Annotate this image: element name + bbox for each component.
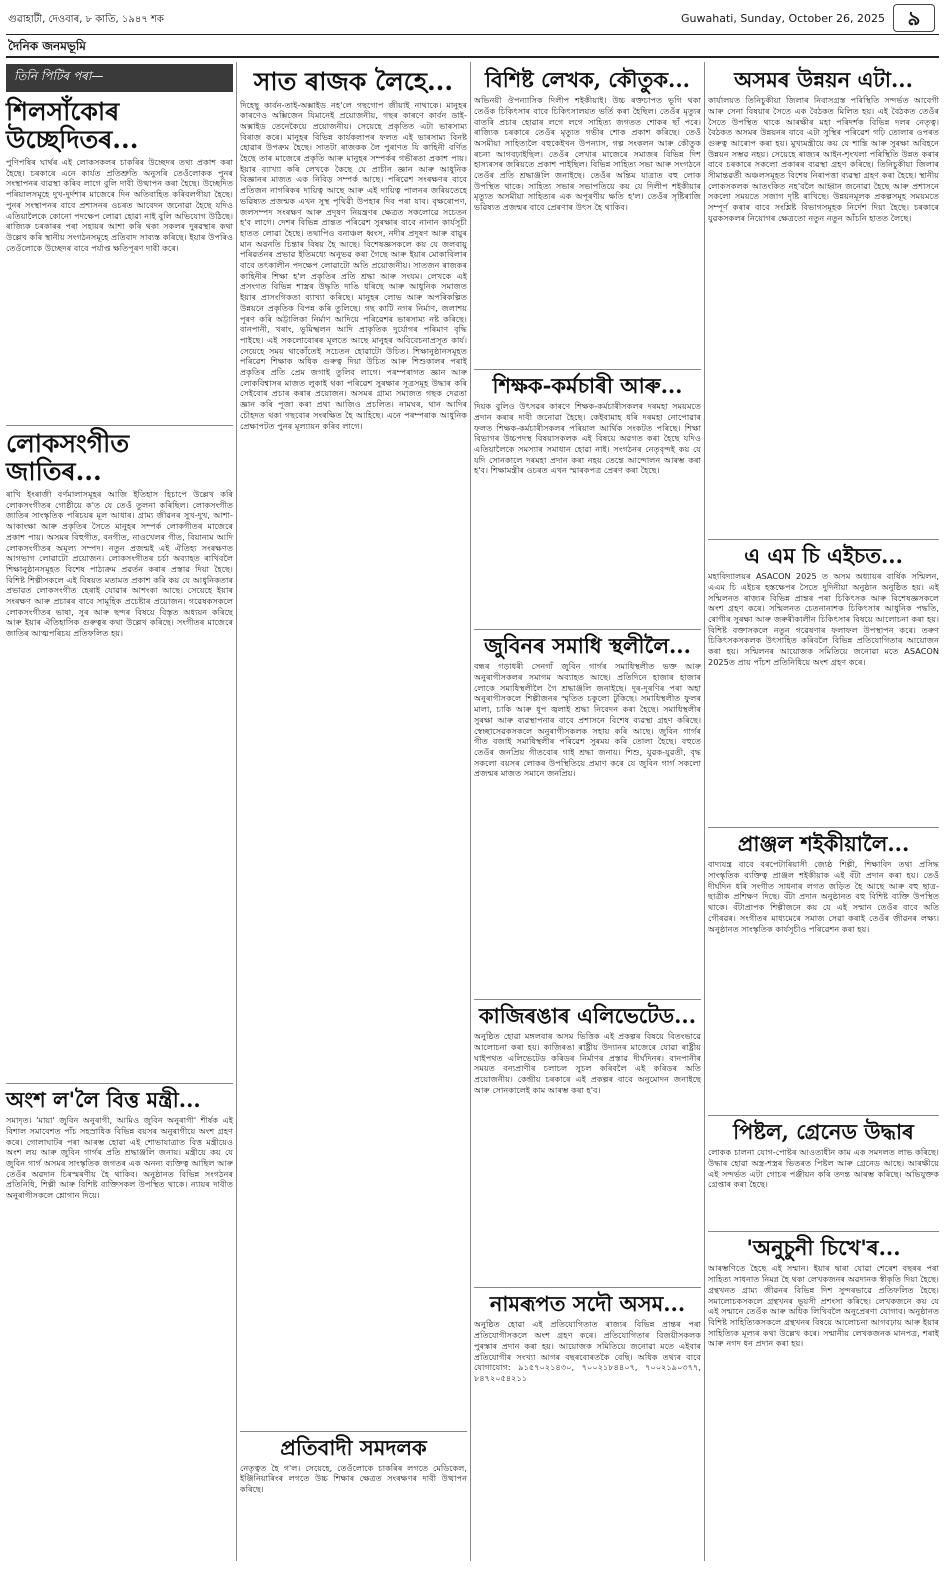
headline-pistol: পিষ্টল, গ্ৰেনেড উদ্ধাৰ <box>733 1119 914 1145</box>
column-4 <box>708 60 939 1563</box>
article-body: আৰম্ভণিতে হৈছে এই সম্মান। ইয়াৰ দ্বাৰা যোৱা শেৰেশ বছৰৰ পৰা সাহিত্য সাধনাত নিমগ্ন হৈ থকা লেখকজনৰ অৱদানক স্বীকৃতি দিয়া হৈছে। গ্ৰন্থখনত গ্ৰাম্য জীৱনৰ বিভিন্ন দিশ সুন্দৰভাৱে প্ৰতিফলিত হৈছে। সমালোচকসকলে গ্ৰন্থখনৰ ভূয়সী প্ৰশংসা কৰিছে। লেখকজনে কয় যে এই সন্মানে তেওঁক আৰু অধিক লিখিবলৈ অনুপ্ৰেৰণা যোগাব। অনুষ্ঠানত বিশিষ্ট সাহিত্যিকসকলে গ্ৰন্থখনৰ বিষয়ে আলোচনা আগবঢ়ায় আৰু ইয়াৰ সাহিত্যিক মূল্যৰ কথা উল্লেখ কৰে। সন্মানীয় লেখকজনক মানপত্ৰ, শৰাই আৰু নগদ ধন প্ৰদান কৰা হয়। <box>708 1263 939 1349</box>
date-assamese: গুৱাহাটী, দেওবাৰ, ৮ কাতি, ১৯৪৭ শক <box>8 14 164 25</box>
masthead-rule <box>6 56 939 58</box>
article-body: লোকক চালনা যোগ-পোষ্টৰ আওতাধীন কাম এক সমদলত লাভ কৰিছে। উদ্ধাৰ হোৱা অস্ত্ৰ-শস্ত্ৰৰ ভিতৰত পিষ্টল আৰু গ্ৰেনেড আছে। আৰক্ষীয়ে এই সন্দৰ্ভত এটা গোচৰ পঞ্জীয়ন কৰি তদন্ত আৰম্ভ কৰিছে। অভিযুক্তক গ্ৰেপ্তাৰ কৰা হৈছে। <box>708 1147 939 1190</box>
article-divider <box>474 629 701 630</box>
headline-kaziranga: কাজিৰঙাৰ এলিভেটেড... <box>478 1003 696 1029</box>
column-divider <box>470 62 471 1561</box>
date-english: Guwahati, Sunday, October 26, 2025 <box>681 12 885 25</box>
headline-shikhok: শিক্ষক-কৰ্মচাৰী আৰু... <box>492 373 683 399</box>
column-divider <box>236 62 237 1561</box>
headline-loksangeet: লোকসংগীত জাতিৰ... <box>6 429 130 486</box>
column-1 <box>6 60 233 1563</box>
article-body: সমাদৃত। 'মায়া' জুবিন অনুৰাগী, আমিও জুবিন অনুৰাগী' শীৰ্ষক এই বিশাল সমাবেশত পাঁচ সহস্ৰাধিক বিভিন্ন বয়সৰ অনুৰাগীয়ে অংশ গ্ৰহণ কৰে। গোলাঘাটৰ পৰা আৰম্ভ হোৱা এই শোভাযাত্ৰাত বিত্ত মন্ত্ৰীয়েও অংশ লয় আৰু জুবিন গাৰ্গৰ প্ৰতি শ্ৰদ্ধাঞ্জলি জনায়। মন্ত্ৰীয়ে কয় যে জুবিন গাৰ্গ অসমৰ সাংস্কৃতিক জগতৰ এক অনন্য ব্যক্তিত্ব আছিল আৰু তেওঁৰ অৱদান চিৰস্মৰণীয় হৈ থাকিব। অনুষ্ঠানত বিভিন্ন সংগঠনৰ প্ৰতিনিধি, শিল্পী আৰু বিশিষ্ট ব্যক্তিসকল উপস্থিত থাকে। ন্যায়ৰ দাবীত অনুৰাগীসকলে শ্লোগান দিয়ে। <box>6 1115 233 1201</box>
article-divider <box>708 1115 939 1116</box>
article-divider <box>474 999 701 1000</box>
article-divider <box>240 1431 467 1432</box>
headline-protibadi: প্ৰতিবাদী সমদলক <box>280 1434 427 1460</box>
article-body: অভিনয়ী ঔপন্যাসিক দিলীপ শইকীয়াই। উচ্চ ৰক্তচাপত ভূগি থকা তেওঁক চিকিৎসাৰ বাবে চিকিৎসালয়ত ভৰ্তি কৰা হৈছিল। তেওঁৰ মৃত্যুৰ বাতৰি প্ৰচাৰ হোৱাৰ লগে লগে সাহিত্য জগতত শোকৰ ছাঁ পৰে। ৰাজ্যিক চৰকাৰে তেওঁৰ মৃত্যুত গভীৰ শোক প্ৰকাশ কৰিছে। তেওঁ অসমীয়া সাহিত্যলৈ বহুকেইখন উপন্যাস, গল্প সংকলন আৰু কৌতুক ৰচনা আগবঢ়াইছিল। তেওঁৰ লেখাৰ মাজেৰে সমাজৰ বিভিন্ন দিশ হাস্যৰসৰ জৰিয়তে প্ৰকাশ পাইছিল। বিভিন্ন সাহিত্য সভা আৰু সংগঠনে তেওঁৰ প্ৰতি শ্ৰদ্ধাঞ্জলি জনাইছে। তেওঁৰ অন্তিম যাত্ৰাত বহু লোক উপস্থিত থাকে। সাহিত্য সভাৰ সভাপতিয়ে কয় যে দিলীপ শইকীয়াৰ মৃত্যুত অসমীয়া সাহিত্যৰ এক অপূৰণীয় ক্ষতি হ'ল। তেওঁৰ সৃষ্টিৰাজি ভৱিষ্যত প্ৰজন্মৰ বাবে প্ৰেৰণাৰ উৎস হৈ থাকিব। <box>474 95 701 213</box>
headline-namrup: নামৰূপত সদৌ অসম... <box>489 1291 686 1317</box>
headline-saat-rajok: সাত ৰাজক লৈহে... <box>253 67 454 96</box>
article-divider <box>6 1083 233 1084</box>
article-body: অনুষ্ঠিত হোৱা এই প্ৰতিযোগিতাত ৰাজ্যৰ বিভিন্ন প্ৰান্তৰ পৰা প্ৰতিযোগীসকলে অংশ গ্ৰহণ কৰে। প্ৰতিযোগিতাৰ বিজয়ীসকলক পুৰস্কাৰ প্ৰদান কৰা হয়। আয়োজক সমিতিয়ে জনোৱা মতে এইবাৰ প্ৰতিযোগীৰ সংখ্যা আগৰ বছৰবোৰতকৈ বেছি। অধিক তথ্যৰ বাবে যোগাযোগ: ৯১৫৭০২১৪৩০, ৭০০২১৮৪৪০৭, ৭০০২১৯০৩৭৭, ৮৪৭২০৫৪২১১ <box>474 1319 701 1383</box>
article-divider <box>6 425 233 426</box>
page-number: ৯ <box>893 4 935 32</box>
article-body: দিহেছু কাৰ্বন-তাই-অক্সাইড নহ'লে গছগোপ জীয়াই নাথাকে। মানুহৰ কাৰণেও অক্সিজেন যিমানেই প্ৰয়োজনীয়, গছৰ কাৰণে কাৰ্বন ডাই-অক্সাইড তেনেকৈয়ে প্ৰয়োজনীয়। সেয়েহে প্ৰকৃতিত এটা ভাৰসাম্য বিৰাজ কৰে। মানুহৰ বিভিন্ন কাৰ্যকলাপৰ ফলত এই ভাৰসাম্য বিনষ্ট হোৱাৰ উপক্ৰম হৈছে। সাতটা ৰাজকক লৈ পুৰাণত যি কাহিনী বৰ্ণিত হৈছে তাৰ মাজেৰে প্ৰকৃতি আৰু মানুহৰ সম্পৰ্কৰ গভীৰতা প্ৰকাশ পায়। ইয়াৰ ব্যাখ্যা কৰি লেখকে কৈছে যে প্ৰাচীন জ্ঞান আৰু আধুনিক বিজ্ঞানৰ মাজত এক নিবিড় সম্পৰ্ক আছে। পৰিৱেশ সংৰক্ষণৰ বাবে প্ৰতিজন নাগৰিকৰ দায়িত্ব আছে আৰু এই দায়িত্ব পালনৰ জৰিয়তেহে ভৱিষ্যত প্ৰজন্মক এখন সুস্থ পৃথিৱী উপহাৰ দিব পৰা যাব। বৃক্ষৰোপণ, জলসম্পদ সংৰক্ষণ আৰু প্ৰদূষণ নিয়ন্ত্ৰণৰ ক্ষেত্ৰত সকলোৱে সচেতন হ'ব লাগে। দেশৰ বিভিন্ন প্ৰান্তত পৰিৱেশ সুৰক্ষাৰ বাবে নানান কাৰ্যসূচী হাতত লোৱা হৈছে। তথাপিও বনাঞ্চল ধ্বংস, নদীৰ প্ৰদূষণ আৰু বায়ুৰ মান অৱনতি চিন্তাৰ বিষয় হৈ আছে। বিশেষজ্ঞসকলে কয় যে জলবায়ু পৰিৱৰ্তনৰ প্ৰভাৱ ইতিমধ্যে অনুভৱ কৰা গৈছে আৰু ইয়াৰ মোকাবিলাৰ বাবে তৎকালীন পদক্ষেপ লোৱাটো অতি প্ৰয়োজনীয়। সাতজন ৰাজকৰ কাহিনীৰ শিক্ষা হ'ল প্ৰকৃতিৰ প্ৰতি শ্ৰদ্ধা আৰু সংযম। লেখকে এই প্ৰসংগত বিভিন্ন শাস্ত্ৰৰ উদ্ধৃতি দাঙি ধৰিছে আৰু আধুনিক সমাজত ইয়াৰ প্ৰাসংগিকতা ব্যাখ্যা কৰিছে। মানুহৰ লোভ আৰু অপৰিকল্পিত উন্নয়নে প্ৰকৃতিক বিপন্ন কৰি তুলিছে। গছ কাটি নগৰ নিৰ্মাণ, জলাশয় পূৰণ কৰি অট্টালিকা নিৰ্মাণ আদিয়ে পৰিৱেশৰ ভাৰসাম্য নষ্ট কৰিছে। বানপানী, খৰাং, ভূমিস্খলন আদি প্ৰাকৃতিক দুৰ্যোগৰ পৰিমাণ বৃদ্ধি পাইছে। এই সকলোবোৰৰ মূলতে আছে মানুহৰ অবিবেচনাপ্ৰসূত কাৰ্য। সেয়েহে সময় থাকোঁতেই সচেতন হোৱাটো উচিত। শিক্ষানুষ্ঠানসমূহত পৰিৱেশ শিক্ষাক অধিক গুৰুত্ব দিয়া উচিত আৰু শিশুকালৰ পৰাই প্ৰকৃতিৰ প্ৰতি প্ৰেম জগাই তুলিব লাগে। পৰম্পৰাগত জ্ঞান আৰু লোকবিশ্বাসৰ মাজত লুকাই থকা পৰিৱেশ সুৰক্ষাৰ সূত্ৰসমূহ উদ্ধাৰ কৰি সেইবোৰ প্ৰচাৰ কৰাৰ প্ৰয়োজন। অসমৰ গ্ৰাম্য সমাজত গছক দেৱতা জ্ঞান কৰি পূজা কৰা প্ৰথা আজিও প্ৰচলিত। নামঘৰ, থান আদিৰ চৌহদত থকা গছবোৰ সংৰক্ষিত হৈ আহিছে। এনে পৰম্পৰাক আধুনিক প্ৰেক্ষাপটত পুনৰ মূল্যায়ন কৰিব লাগে। <box>240 99 467 431</box>
article-divider <box>474 1287 701 1288</box>
article-body: বাদ্যযন্ত্ৰ বাবে বৰপেটাৰিয়াসী জ্যেষ্ঠ শিল্পী, শিক্ষাবিদ তথা প্ৰসিদ্ধ সাংস্কৃতিক ব্যক্তিত্ব প্ৰাঞ্জল শইকীয়াক এই বঁটা প্ৰদান কৰা হয়। তেওঁ দীৰ্ঘদিন ধৰি সংগীত সাধনাৰ লগত জড়িত হৈ আছে আৰু বহু ছাত্ৰ-ছাত্ৰীক প্ৰশিক্ষণ দিছে। বঁটা প্ৰদান অনুষ্ঠানত বহু বিশিষ্ট ব্যক্তি উপস্থিত থাকে। বঁটাপ্ৰাপক শিল্পীজনে কয় যে এই সন্মান তেওঁৰ বাবে অতি গৌৰৱৰ। সংগীতৰ মাধ্যমেৰে সমাজ সেৱা কৰাই তেওঁৰ জীৱনৰ লক্ষ্য। অনুষ্ঠানত সাংস্কৃতিক কাৰ্যসূচীও পৰিৱেশন কৰা হয়। <box>708 859 939 934</box>
article-body: বন্ধৰ গড়াধৰী সেনগাঁ জুবিন গাৰ্গৰ সমাধিস্থলীত ভক্ত আৰু অনুৰাগীসকলৰ সমাগম অব্যাহত আছে। প্ৰতিদিনে হাজাৰ হাজাৰ লোকে সমাধিস্থলীলৈ গৈ শ্ৰদ্ধাঞ্জলি জনাইছে। দূৰ-দূৰণিৰ পৰা অহা অনুৰাগীসকলে শিল্পীজনৰ স্মৃতিত চকুলো টুকিছে। সমাধিস্থলীত ফুলৰ মালা, চাকি আৰু ধূপ জ্বলাই শ্ৰদ্ধা নিবেদন কৰা হৈছে। সমাধিস্থলীৰ সুৰক্ষা আৰু ব্যৱস্থাপনাৰ বাবে প্ৰশাসনে বিশেষ ব্যৱস্থা গ্ৰহণ কৰিছে। স্বেচ্ছাসেৱকসকলে অনুৰাগীসকলক সহায় কৰি আছে। জুবিন গাৰ্গৰ গীত বজাই সমাধিস্থলীৰ পৰিৱেশ সুৰময় কৰি তোলা হৈছে। বহুতে তেওঁৰ জনপ্ৰিয় গীতবোৰ গাই শ্ৰদ্ধা জনায়। শিশু, যুৱক-যুৱতী, বৃদ্ধ সকলো বয়সৰ লোকৰ উপস্থিতিয়ে প্ৰমাণ কৰে যে জুবিন গাৰ্গ সকলো প্ৰজন্মৰ মাজত সমানে জনপ্ৰিয়। <box>474 661 701 779</box>
article-body: অনুষ্ঠিত হোৱা মঙ্গলবাৰ অসম ভিত্তিক এই প্ৰকল্পৰ বিষয়ে বিতংভাৱে আলোচনা কৰা হয়। কাজিৰঙা ৰাষ্ট্ৰীয় উদ্যানৰ মাজেৰে যোৱা ৰাষ্ট্ৰীয় ঘাইপথত এলিভেটেড কৰিডৰ নিৰ্মাণৰ প্ৰস্তাৱ দীৰ্ঘদিনৰ। বানপানীৰ সময়ত বন্যপ্ৰাণীৰ চলাচল সুচল কৰিবলৈ এই কৰিডৰ অতি প্ৰয়োজনীয়। কেন্দ্ৰীয় চৰকাৰে এই প্ৰকল্পৰ বাবে অনুমোদন জনাইছে আৰু সোনকালেই কাম আৰম্ভ কৰা হ'ব। <box>474 1031 701 1095</box>
column-divider <box>704 62 705 1561</box>
page-header <box>6 4 939 30</box>
article-body: পুণিপষিৰ ঘাৰ্থৰ এই লোকসকলৰ চাকৰিৰ উচ্ছেদৰ তথ্য প্ৰকাশ কৰা হৈছে। চৰকাৰে এনে কাৰ্যত প্ৰতিশ্ৰুতি অনুসৰি তেওঁলোকক পুনৰ সংস্থাপনৰ ব্যৱস্থা কৰিব লাগে বুলি দাবী উত্থাপন কৰা হৈছে। উচ্ছেদিত পৰিয়ালসমূহে দুখ-দুৰ্দশাৰ মাজেৰে দিন অতিবাহিত কৰিবলগীয়া হৈছে। পুনৰ সংস্থাপনৰ বাবে প্ৰশাসনৰ ওচৰত আবেদন জনোৱা হৈছে যদিও এতিয়ালৈকে কোনো পদক্ষেপ লোৱা হোৱা নাই বুলি অভিযোগ উঠিছে। ৰাজ্যিক চৰকাৰৰ পৰা সহায়ৰ আশা কৰি থকা সকলৰ দুৰৱস্থাৰ কথা উল্লেখ কৰি স্থানীয় সংগঠনসমূহে প্ৰতিবাদ সাব্যস্ত কৰিছে। ইয়াৰ উপৰিও তেওঁলোকে উচ্ছেদৰ বাবে পৰ্যাপ্ত ক্ষতিপূৰণ দাবী কৰে। <box>6 157 233 253</box>
headline-bitta-mantri: অংশ ল'লৈ বিত্ত মন্ত্ৰী... <box>6 1087 201 1112</box>
article-body: কাৰ্যালয়ত তিনিচুকীয়া জিলাৰ নিবাসগ্ৰস্ত পৰিস্থিতি সন্দৰ্ভত আবেগী আৰু সেনা বিষয়াৰ সৈতে এক বৈঠকত মিলিত হয়। এই বৈঠকত তেওঁৰ সৈতে উপস্থিত থাকে আৰক্ষীৰ মহা পৰিদৰ্শক বিভিন্ন দলৰ নেতৃত্ব। বৈঠকত অসমৰ উন্নয়নৰ বাবে এটা সুস্থিৰ পৰিৱেশ গঢ়ি তোলাৰ ওপৰত গুৰুত্ব আৰোপ কৰা হয়। মুখ্যমন্ত্ৰীয়ে কয় যে শান্তি আৰু সুৰক্ষা অবিহনে উন্নয়ন সম্ভৱ নহয়। সেয়েহে ৰাজ্যৰ আইন-শৃংখলা পৰিস্থিতি উন্নত কৰাৰ বাবে চৰকাৰে সকলো প্ৰকাৰৰ ব্যৱস্থা গ্ৰহণ কৰিছে। তিনিচুকীয়া জিলাৰ সীমান্তৱৰ্তী অঞ্চলসমূহত বিশেষ নিৰাপত্তা ব্যৱস্থা গ্ৰহণ কৰা হৈছে। স্থানীয় লোকসকলক আতংকিত নহ'বলৈ আহ্বান জনোৱা হৈছে আৰু প্ৰশাসনে সকলো সময়তে সজাগ দৃষ্টি ৰাখিছে। উন্নয়নমূলক প্ৰকল্পসমূহ সময়মতে সম্পূৰ্ণ কৰাৰ বাবে সংশ্লিষ্ট বিভাগসমূহক নিৰ্দেশ দিয়া হৈছে। চৰকাৰে যুৱকসকলৰ নিয়োগৰ ক্ষেত্ৰতো নতুন নতুন আঁচনি হাতত লৈছে। <box>708 95 939 223</box>
column-3 <box>474 60 701 1563</box>
headline-anusuni: 'অনুচুনী চিখে'ৰ... <box>746 1235 901 1261</box>
headline-shilsako: শিলসাঁকোৰ উচ্ছেদিতৰ... <box>6 97 139 154</box>
article-body: মহাবিদ্যালয়ৰ ASACON 2025 ত অসম অধ্যায়ৰ বাৰ্ষিক সন্মিলন, এএম চি এইচৰ হস্তক্ষেপৰ সৈতে দুদিনীয়া অনুষ্ঠান অনুষ্ঠিত হয়। এই সন্মিলনত ৰাজ্যৰ বিভিন্ন প্ৰান্তৰ পৰা চিকিৎসক আৰু বিশেষজ্ঞসকলে অংশ গ্ৰহণ কৰে। সন্মিলনত চেতনানাশক চিকিৎসাৰ আধুনিক পদ্ধতি, ৰোগীৰ সুৰক্ষা আৰু জৰুৰীকালীন চিকিৎসাৰ বিষয়ে আলোচনা কৰা হয়। বিশিষ্ট বক্তাসকলে নতুন গৱেষণাৰ ফলাফল উপস্থাপন কৰে। তৰুণ চিকিৎসকসকলক উৎসাহিত কৰিবলৈ বিভিন্ন প্ৰতিযোগিতাৰ আয়োজন কৰা হয়। সন্মিলনৰ আয়োজক সমিতিয়ে জনোৱা মতে ASACON 2025ত প্ৰায় পাঁচশ প্ৰতিনিধিয়ে অংশ গ্ৰহণ কৰে। <box>708 571 939 667</box>
article-divider <box>474 369 701 370</box>
article-divider <box>708 827 939 828</box>
headline-pranjal: প্ৰাঞ্জল শইকীয়ালৈ... <box>737 831 910 857</box>
section-label: তিনি পিটিৰ পৰা— <box>6 64 233 92</box>
article-body: নেতৃত্বত হৈ গ'ল। সেয়েহে, তেওঁলোকে চাকৰিৰ লগতে মেডিকেল, ইঞ্জিনিয়াৰিংৰ লগতে উচ্চ শিক্ষাৰ ক্ষেত্ৰত সংৰক্ষণৰ দাবী উত্থাপন কৰিছে। <box>240 1462 467 1494</box>
article-divider <box>708 539 939 540</box>
article-divider <box>708 1231 939 1232</box>
headline-amch: এ এম চি এইচত... <box>744 543 903 569</box>
headline-asomor-unnoyon: অসমৰ উন্নয়ন এটা... <box>734 67 913 92</box>
article-body: ৰাখি ইংৰাজী বৰ্ণমালাসমূহৰ আজি ইতিহাস হিচাপে উল্লেখ কৰি লোকসংগীতৰ গোষ্ঠীয়ে ক'ত যে তেওঁ তুলনা কৰিছিল। লোকসংগীত জাতিৰ সাংস্কৃতিক পৰিচয়ৰ মূল আধাৰ। গ্ৰাম্য জীৱনৰ সুখ-দুখ, আশা-আকাংক্ষা আৰু প্ৰকৃতিৰ সৈতে মানুহৰ সম্পৰ্ক লোকগীতৰ মাজেৰে প্ৰকাশ পায়। অসমৰ বিহুগীত, বনগীত, নাওখেলৰ গীত, বিয়ানাম আদি লোকসংগীতৰ অমূল্য সম্পদ। নতুন প্ৰজন্মই এই ঐতিহ্য সংৰক্ষণত আগভাগ লোৱাটো প্ৰয়োজন। লোকসংগীতৰ চৰ্চা অব্যাহত ৰাখিবলৈ শিক্ষানুষ্ঠানসমূহত বিশেষ পাঠ্যক্ৰম প্ৰৱৰ্তন কৰাৰ প্ৰস্তাৱ দিয়া হৈছে। বিশিষ্ট শিল্পীসকলে এই বিষয়ত মতামত প্ৰকাশ কৰি কয় যে আধুনিকতাৰ প্ৰভাৱত লোকসংগীত হেৰাই যোৱাৰ আশংকা আছে। সেয়েহে ইয়াৰ সংৰক্ষণ আৰু প্ৰচাৰৰ বাবে সামূহিক প্ৰচেষ্টাৰ প্ৰয়োজন। গৱেষকসকলে লোকসংগীতৰ ভাষা, সুৰ আৰু ছন্দৰ বিষয়ে বিস্তৃত অধ্যয়ন কৰিছে আৰু ইয়াৰ ঐতিহাসিক গুৰুত্বৰ কথা উল্লেখ কৰিছে। সংগীতৰ মাজেৰে জাতিৰ আত্মপৰিচয় প্ৰতিফলিত হয়। <box>6 489 233 639</box>
headline-zubeen-samadhi: জুবিনৰ সমাধি স্থলীলৈ... <box>484 633 691 659</box>
column-2 <box>240 60 467 1563</box>
headline-bishisto-lekhok: বিশিষ্ট লেখক, কৌতুক... <box>485 67 690 92</box>
header-rule <box>6 34 939 35</box>
article-body: দিয়ক বুলিও উৎসৱৰ কাৰণে শিক্ষক-কৰ্মচাৰীসকলৰ দৰমহা সময়মতে প্ৰদান কৰাৰ দাবী জনোৱা হৈছে। কেইবামাহ ধৰি দৰমহা নোপোৱাৰ ফলত শিক্ষক-কৰ্মচাৰীসকলৰ পৰিয়াল আৰ্থিক সংকটত পৰিছে। শিক্ষা বিভাগৰ উচ্চপদস্থ বিষয়াসকলক এই বিষয়ে অৱগত কৰা হৈছে যদিও এতিয়ালৈকে সমস্যাৰ সমাধান হোৱা নাই। সংগঠনৰ নেতৃবৃন্দই কয় যে যদি সোনকালে দৰমহা প্ৰদান কৰা নহয় তেন্তে আন্দোলন আৰম্ভ কৰা হ'ব। শিক্ষামন্ত্ৰীৰ ওচৰত এখন স্মাৰকপত্ৰ প্ৰেৰণ কৰা হৈছে। <box>474 401 701 476</box>
masthead: দৈনিক জনমভূমি <box>8 39 86 53</box>
